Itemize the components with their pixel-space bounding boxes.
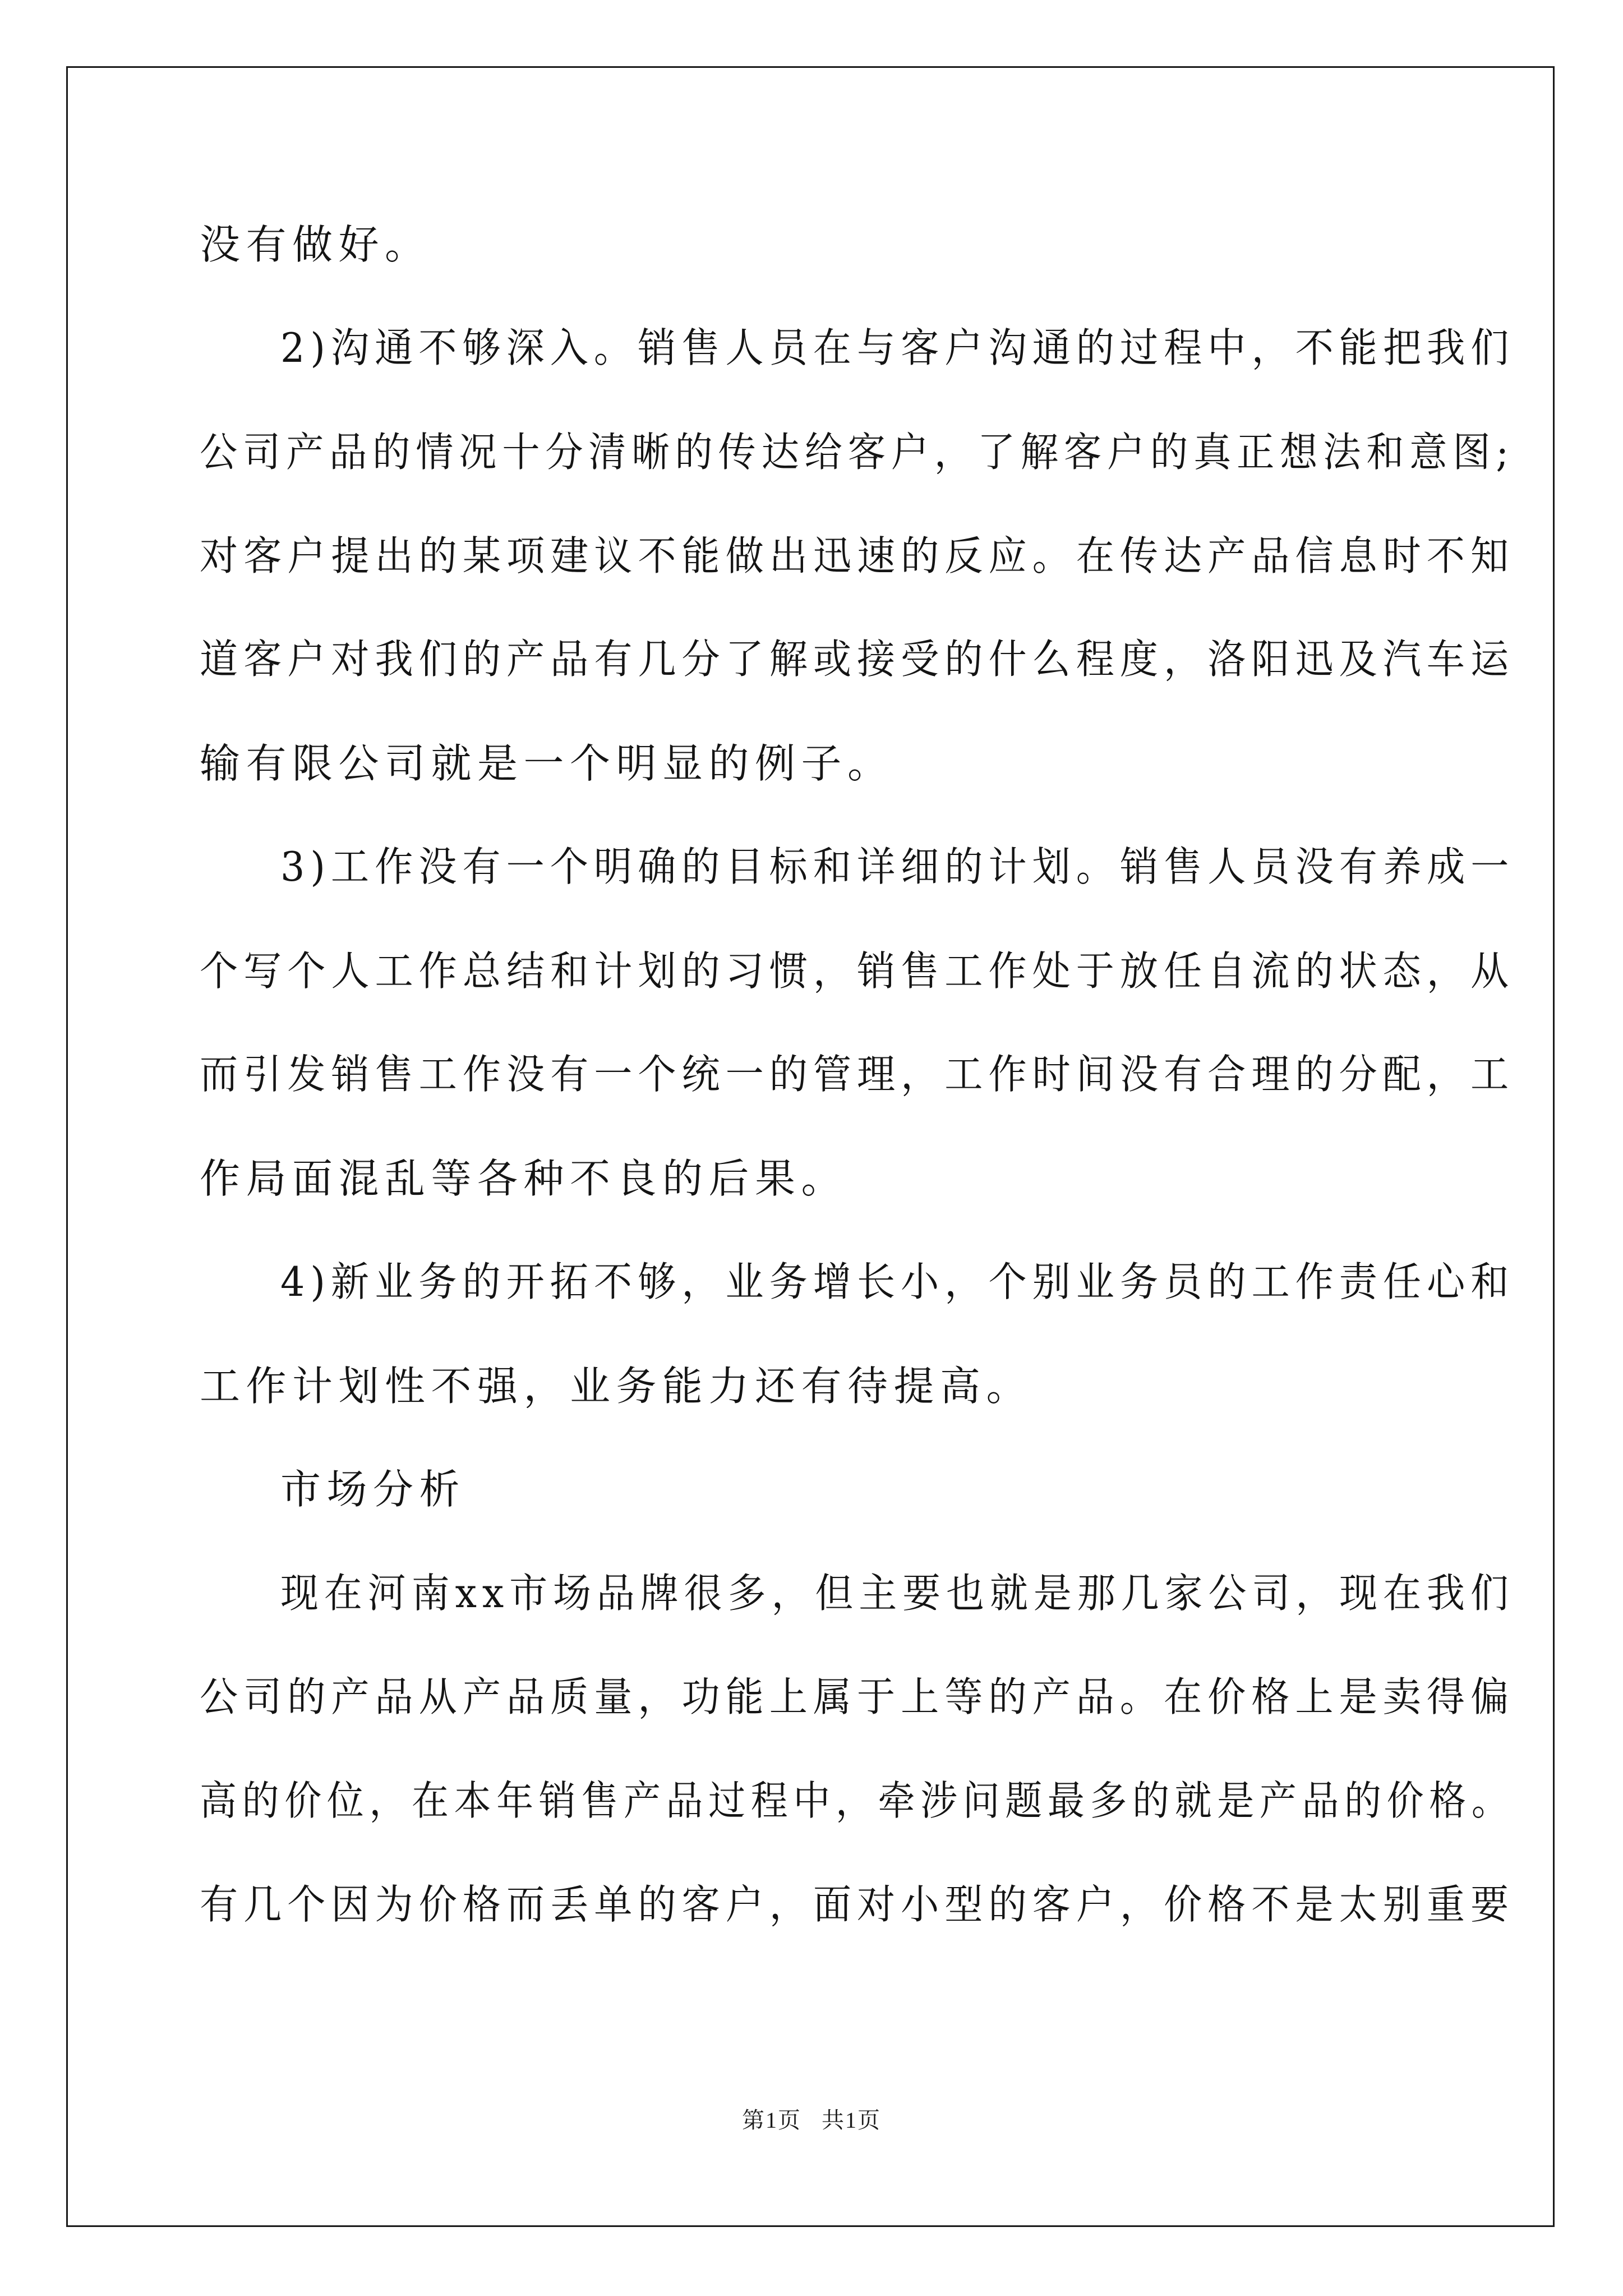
- text-line: 现在河南xx市场品牌很多，但主要也就是那几家公司，现在我们: [280, 1570, 1514, 1617]
- text-line: 3)工作没有一个明确的目标和详细的计划。销售人员没有养成一: [280, 843, 1515, 890]
- text-line: 公司产品的情况十分清晰的传达给客户，了解客户的真正想法和意图;: [200, 429, 1514, 476]
- text-line: 公司的产品从产品质量，功能上属于上等的产品。在价格上是卖得偏: [200, 1673, 1515, 1720]
- section-heading: 市场分析: [280, 1466, 466, 1513]
- text-line: 有几个因为价格而丢单的客户，面对小型的客户，价格不是太别重要: [200, 1881, 1515, 1928]
- text-line: 而引发销售工作没有一个统一的管理，工作时间没有合理的分配，工: [200, 1051, 1515, 1098]
- text-line: 高的价位，在本年销售产品过程中，牵涉问题最多的就是产品的价格。: [200, 1777, 1514, 1824]
- text-line: 没有做好。: [200, 221, 431, 268]
- text-line: 工作计划性不强，业务能力还有待提高。: [200, 1363, 1033, 1410]
- text-line: 4)新业务的开拓不够，业务增长小，个别业务员的工作责任心和: [280, 1258, 1515, 1305]
- text-line: 个写个人工作总结和计划的习惯，销售工作处于放任自流的状态，从: [200, 947, 1515, 995]
- text-line: 输有限公司就是一个明显的例子。: [200, 740, 894, 787]
- text-line: 作局面混乱等各种不良的后果。: [200, 1155, 848, 1202]
- page-footer: 第1页 共1页: [742, 2108, 881, 2133]
- text-line: 对客户提出的某项建议不能做出迅速的反应。在传达产品信息时不知: [200, 532, 1515, 579]
- text-line: 2)沟通不够深入。销售人员在与客户沟通的过程中，不能把我们: [280, 324, 1515, 371]
- text-line: 道客户对我们的产品有几分了解或接受的什么程度，洛阳迅及汽车运: [200, 636, 1515, 683]
